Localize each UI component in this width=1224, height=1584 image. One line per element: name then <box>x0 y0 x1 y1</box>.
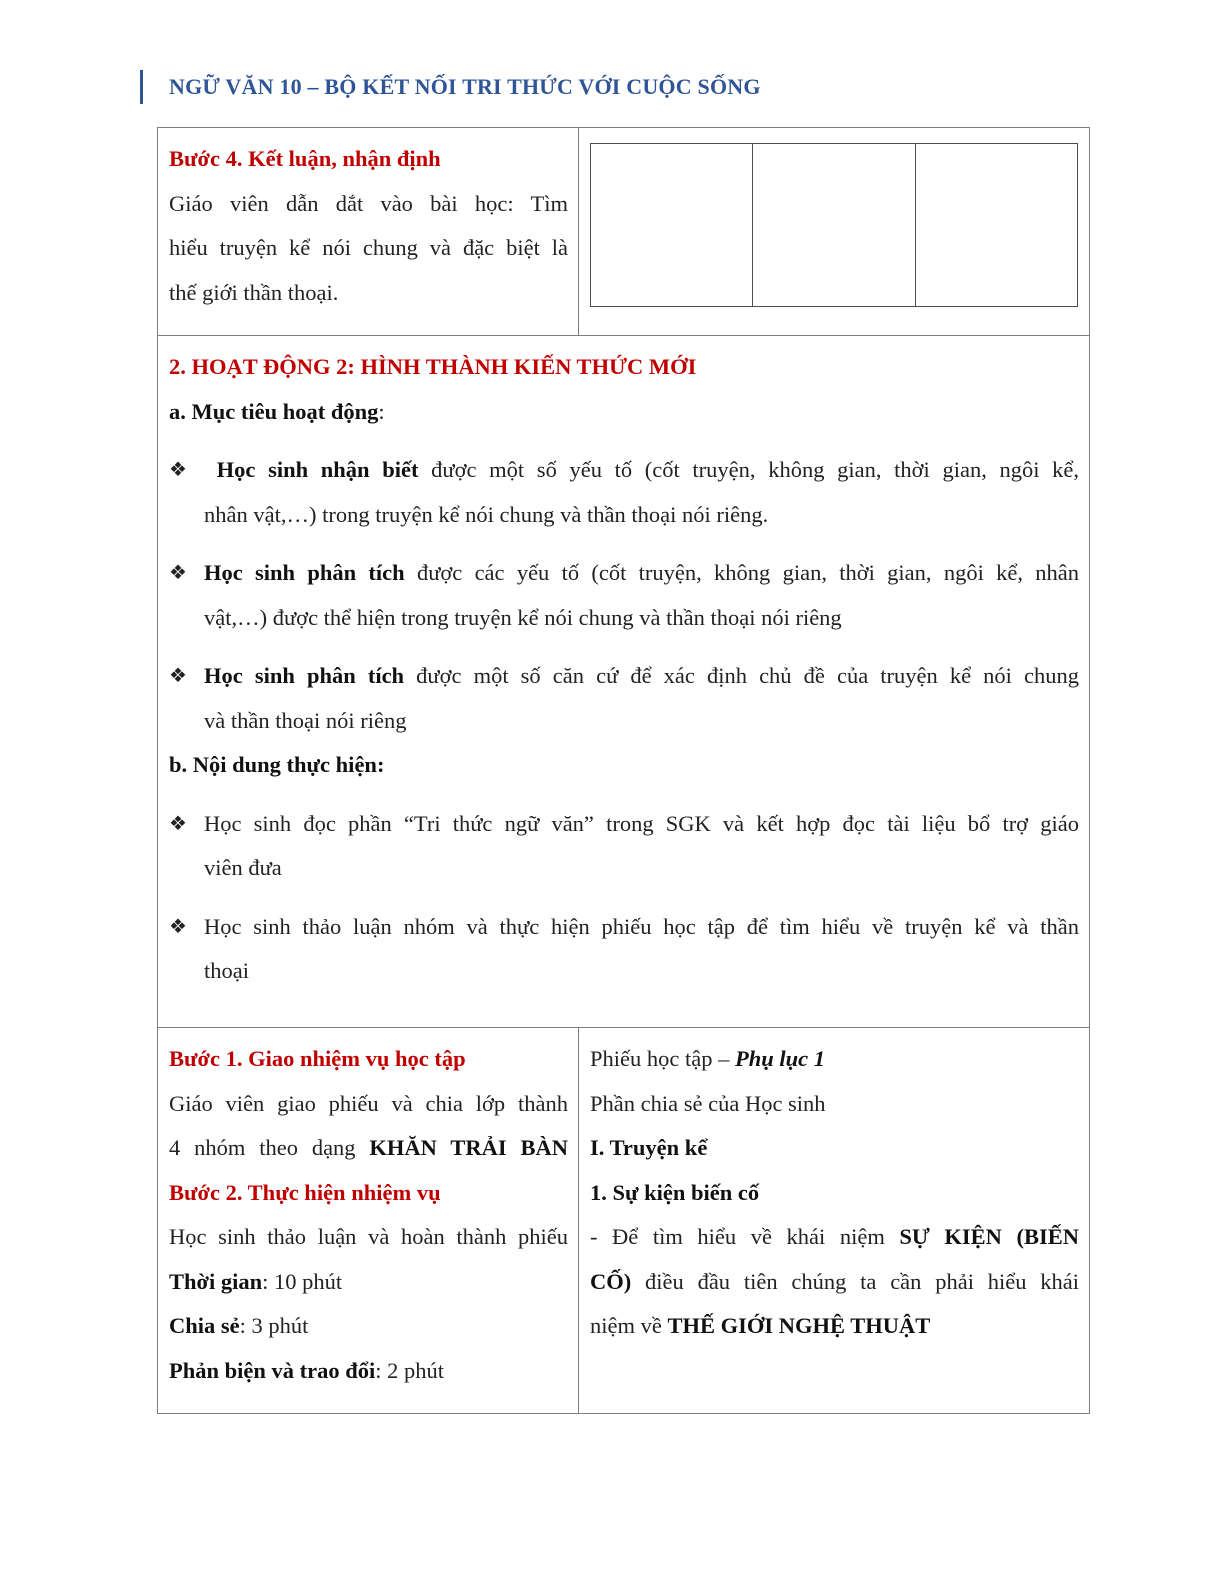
content-text: Học sinh thảo luận nhóm và thực hiện phiếu học tập để tìm hiểu về truyện kể và thần <box>204 913 1079 939</box>
objective-bold: Học sinh nhận biết <box>216 457 419 482</box>
diamond-bullet-icon: ❖ <box>169 915 187 938</box>
content-item <box>169 802 1079 891</box>
objective-item <box>169 654 1079 743</box>
diamond-bullet-icon: ❖ <box>169 812 187 835</box>
objective-text: nhân vật,…) trong truyện kể nói chung và thần thoại nói riêng. <box>204 501 769 527</box>
step2-title: Bước 2. Thực hiện nhiệm vụ <box>169 1179 441 1205</box>
heading-event: 1. Sự kiện biến cố <box>590 1179 760 1205</box>
objective-text: được các yếu tố (cốt truyện, không gian, thời gian, ngôi kể, nhân <box>404 560 1079 585</box>
empty-grid <box>590 143 1078 307</box>
paragraph-bold: SỰ KIỆN (BIẾN <box>899 1224 1080 1249</box>
paragraph-text: điều đầu tiên chúng ta cần phải hiểu khái <box>631 1268 1079 1294</box>
step1-title: Bước 1. Giao nhiệm vụ học tập <box>169 1046 466 1071</box>
page-header <box>140 70 761 104</box>
objective-text: được một số yếu tố (cốt truyện, không gian, thời gian, ngôi kể, <box>418 457 1080 482</box>
section2-title: 2. HOẠT ĐỘNG 2: HÌNH THÀNH KIẾN THỨC MỚI <box>169 354 697 379</box>
paragraph-text: niệm về <box>590 1313 668 1338</box>
objectives-heading <box>169 390 1079 435</box>
heading-story: I. Truyện kể <box>590 1135 708 1160</box>
step1-method: KHĂN TRẢI BÀN <box>369 1135 568 1160</box>
table-row <box>158 336 1090 1028</box>
objective-item <box>169 551 1079 640</box>
table-row <box>158 128 1090 336</box>
content-item <box>169 905 1079 994</box>
paragraph-bold: CỐ) <box>590 1268 632 1294</box>
content-heading: b. Nội dung thực hiện: <box>169 752 385 777</box>
worksheet-appendix: Phụ lục 1 <box>734 1046 826 1071</box>
time-label: Thời gian <box>169 1268 263 1294</box>
objectives-label: a. Mục tiêu hoạt động <box>169 398 379 424</box>
objective-bold: Học sinh phân tích <box>204 560 405 585</box>
section2-cell <box>158 336 1090 1028</box>
lesson-table <box>157 127 1090 1414</box>
step2-text: Học sinh thảo luận và hoàn thành phiếu <box>169 1224 568 1249</box>
table-row <box>158 1028 1090 1414</box>
content-text: thoại <box>204 958 249 983</box>
step4-line: hiểu truyện kể nói chung và đặc biệt là <box>169 235 568 260</box>
content-text: Học sinh đọc phần “Tri thức ngữ văn” trong SGK và kết hợp đọc tài liệu bổ trợ giáo <box>204 810 1079 836</box>
share-label: Chia sẻ <box>169 1313 240 1338</box>
diamond-bullet-icon: ❖ <box>169 562 187 584</box>
objective-text: được một số căn cứ để xác định chủ đề của truyện kể nói chung <box>404 663 1079 688</box>
step4-line: Giáo viên dẫn dắt vào bài học: Tìm <box>169 190 568 216</box>
paragraph-bold: THẾ GIỚI NGHỆ THUẬT <box>667 1313 931 1338</box>
worksheet-label: Phiếu học tập – <box>590 1046 735 1071</box>
diamond-bullet-icon: ❖ <box>169 665 187 687</box>
row1-left-cell <box>158 128 579 336</box>
paragraph-text: - Để tìm hiểu về khái niệm <box>590 1224 900 1249</box>
empty-grid-cell <box>753 144 915 307</box>
share-line: Phần chia sẻ của Học sinh <box>590 1090 826 1116</box>
step4-line: thế giới thần thoại. <box>169 279 339 305</box>
empty-grid-cell <box>591 144 753 307</box>
objective-text: và thần thoại nói riêng <box>204 707 407 733</box>
time-value: : 10 phút <box>262 1268 343 1294</box>
objectives-colon: : <box>378 398 385 424</box>
row3-left-cell <box>158 1028 579 1414</box>
step1-text: Giáo viên giao phiếu và chia lớp thành <box>169 1090 568 1116</box>
content-text: viên đưa <box>204 855 282 880</box>
row1-right-cell <box>579 128 1090 336</box>
objective-text: vật,…) được thể hiện trong truyện kể nói chung và thần thoại nói riêng <box>204 604 842 630</box>
step4-title: Bước 4. Kết luận, nhận định <box>169 146 441 171</box>
empty-grid-cell <box>915 144 1077 307</box>
diamond-bullet-icon: ❖ <box>169 459 187 481</box>
debate-value: : 2 phút <box>375 1357 445 1383</box>
row3-right-cell <box>579 1028 1090 1414</box>
objective-item <box>169 448 1079 537</box>
objective-bold: Học sinh phân tích <box>204 663 405 688</box>
step1-text: 4 nhóm theo dạng <box>169 1135 370 1160</box>
debate-label: Phản biện và trao đổi <box>169 1357 376 1383</box>
header-title: NGỮ VĂN 10 – BỘ KẾT NỐI TRI THỨC VỚI CUỘC SỐNG <box>169 74 761 99</box>
share-value: : 3 phút <box>239 1313 309 1338</box>
